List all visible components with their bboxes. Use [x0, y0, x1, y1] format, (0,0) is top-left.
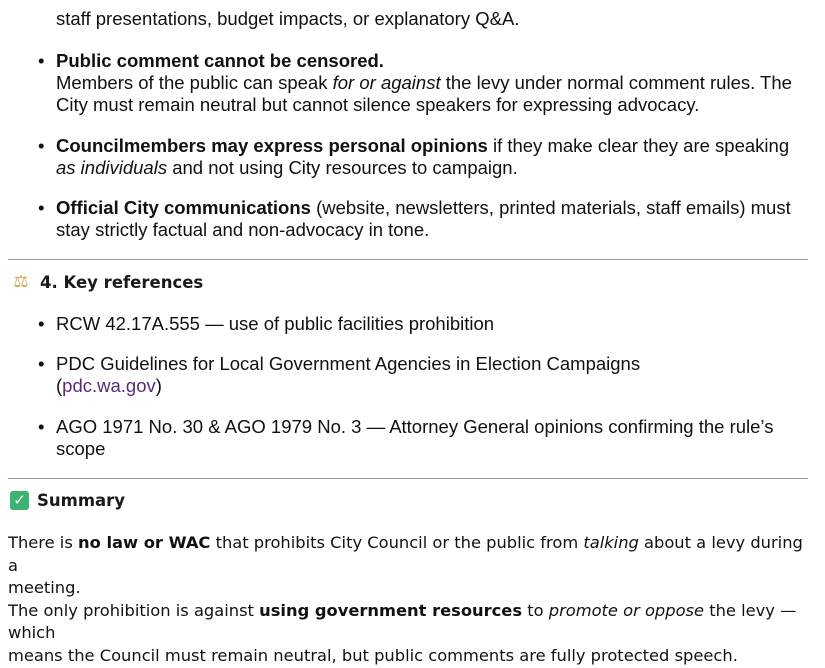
summary-bold: no law or WAC	[78, 533, 211, 552]
list-item	[38, 50, 811, 116]
summary-text: The only prohibition is against	[8, 600, 260, 620]
divider	[8, 478, 808, 479]
paren: )	[155, 375, 162, 396]
bullet-dot: •	[38, 313, 45, 334]
summary-text: meeting.	[8, 578, 81, 598]
check-icon: ✓	[10, 491, 29, 510]
summary-text: means the Council must remain neutral, but public comments are fully protected speech.	[8, 645, 738, 665]
bullet-text: (website, newsletters, printed materials, staff emails) must	[310, 197, 791, 218]
bullet-text: if they make clear they are speaking	[487, 135, 790, 156]
list-item	[38, 416, 811, 460]
bullet-text: and not using City resources to campaign.	[167, 157, 518, 178]
reference-text: scope	[56, 438, 106, 459]
summary-paragraph	[8, 532, 808, 668]
list-item	[38, 135, 811, 179]
bullet-text: stay strictly factual and non-advocacy in tone.	[56, 219, 430, 240]
summary-emphasis: talking	[583, 533, 639, 552]
scale-icon: ⚖	[13, 272, 29, 292]
section-heading-summary	[10, 491, 125, 510]
bullet-dot: •	[38, 353, 45, 374]
bullet-bold: Councilmembers may express personal opinions	[56, 135, 488, 156]
section-title: 4. Key references	[40, 272, 204, 292]
bullet-bold: Official City communications	[56, 197, 311, 218]
bullet-text: the levy under normal comment rules. The	[440, 72, 792, 93]
reference-text: AGO 1971 No. 30 & AGO 1979 No. 3 — Attorney General opinions confirming the rule’s	[56, 416, 774, 437]
section-heading-references	[10, 272, 203, 292]
summary-text: that prohibits City Council or the public from	[210, 533, 584, 552]
bullet-dot: •	[38, 416, 45, 437]
summary-text: to	[522, 600, 549, 620]
paren: (	[56, 375, 63, 396]
continuation-text: staff presentations, budget impacts, or explanatory Q&A.	[56, 8, 520, 29]
summary-text: There is	[8, 533, 78, 552]
bullet-dot: •	[38, 135, 45, 156]
bullet-dot: •	[38, 50, 45, 71]
list-item	[38, 353, 811, 397]
bullet-text: Members of the public can speak	[56, 72, 333, 93]
bullet-emphasis: as individuals	[56, 157, 168, 178]
bullet-emphasis: for or against	[332, 72, 441, 93]
bullet-text: City must remain neutral but cannot silence speakers for expressing advocacy.	[56, 94, 700, 115]
summary-bold: using government resources	[259, 600, 523, 620]
summary-emphasis: promote or oppose	[548, 600, 705, 620]
bullet-dot: •	[38, 197, 45, 218]
pdc-link[interactable]: pdc.wa.gov	[62, 375, 156, 396]
reference-text: RCW 42.17A.555 — use of public facilities prohibition	[56, 313, 495, 334]
summary-text: about a levy during a	[8, 533, 803, 575]
divider	[8, 259, 808, 260]
reference-text: PDC Guidelines for Local Government Agencies in Election Campaigns	[56, 353, 641, 374]
bullet-bold: Public comment cannot be censored.	[56, 50, 384, 71]
list-item	[38, 313, 811, 335]
summary-text: the levy — which	[8, 600, 797, 643]
list-item	[38, 197, 811, 241]
section-title: Summary	[37, 491, 126, 510]
